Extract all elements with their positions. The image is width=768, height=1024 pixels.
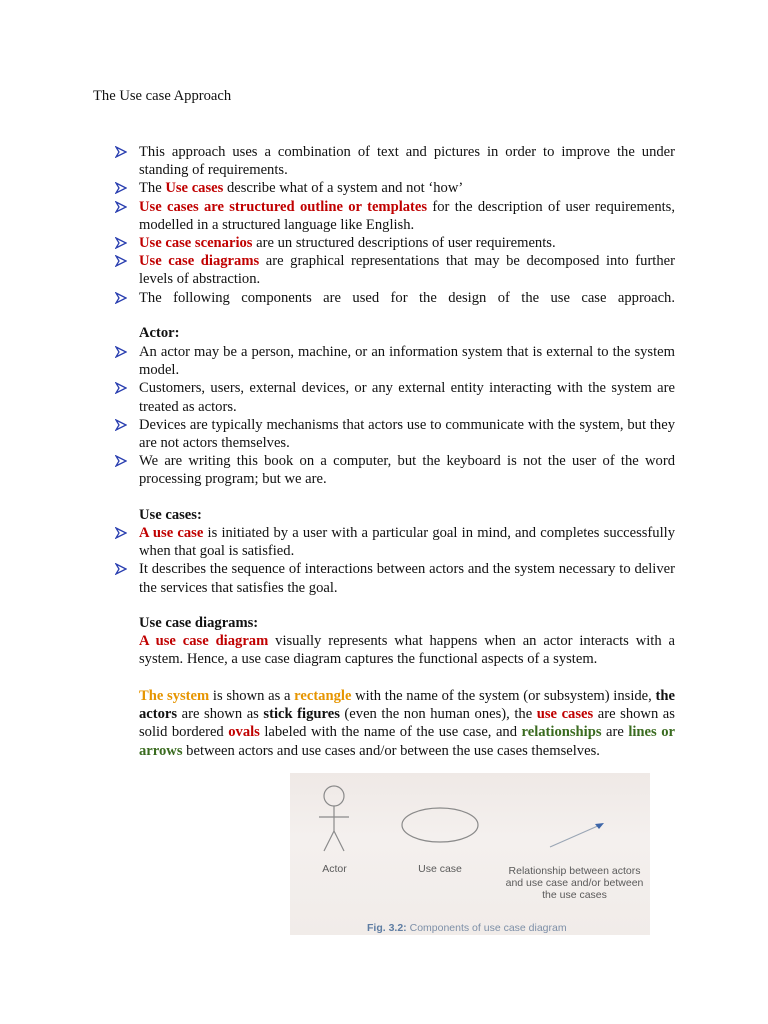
system-paragraph: The system is shown as a rectangle with the name of the system (or subsystem) inside, the actors are shown as stick figures (even the non human ones), the use cases are shown as solid bordered ovals labeled with the name of the use case, and relationships are lines or arrows between actors and use cases and/or between the use cases themselves. — [139, 688, 675, 759]
arrow-bullet-icon — [115, 346, 127, 358]
arrow-bullet-icon — [115, 146, 127, 158]
arrow-bullet-icon — [115, 419, 127, 431]
arrow-bullet-icon — [115, 563, 127, 575]
arrow-bullet-icon — [115, 527, 127, 539]
list-item: The Use cases describe what of a system and not ‘how’ — [115, 179, 675, 197]
relationship-arrow-icon — [550, 823, 604, 847]
list-item: This approach uses a combination of text and pictures in order to improve the under standing of requirements. — [115, 143, 675, 179]
use-case-oval-icon — [402, 808, 478, 842]
use-case-label: Use case — [418, 863, 462, 875]
figure-drawing — [290, 773, 650, 935]
list-item: A use case is initiated by a user with a particular goal in mind, and completes successfully when that goal is satisfied. — [115, 524, 675, 560]
usecases-heading: Use cases: — [139, 507, 202, 523]
arrow-bullet-icon — [115, 292, 127, 304]
list-item: The following components are used for the design of the use case approach. — [115, 289, 675, 307]
arrow-bullet-icon — [115, 255, 127, 267]
list-item: Use case diagrams are graphical representations that may be decomposed into further levels of abstraction. — [115, 252, 675, 288]
actor-stick-figure-icon — [319, 786, 349, 851]
use-case-components-figure — [290, 773, 650, 935]
intro-list — [115, 143, 675, 307]
list-item: Devices are typically mechanisms that actors use to communicate with the system, but they are not actors themselves. — [115, 416, 675, 452]
list-item: Use cases are structured outline or templates for the description of user requirements, modelled in a structured language like English. — [115, 198, 675, 234]
diagrams-heading: Use case diagrams: — [139, 615, 259, 631]
relationship-label: Relationship between actors and use case and/or between the use cases — [505, 865, 644, 901]
arrow-bullet-icon — [115, 201, 127, 213]
list-item: It describes the sequence of interactions between actors and the system necessary to deliver the services that satisfies the goal. — [115, 560, 675, 596]
document-title: The Use case Approach — [93, 88, 232, 104]
usecase-list — [115, 524, 675, 597]
list-item: Customers, users, external devices, or any external entity interacting with the system are treated as actors. — [115, 379, 675, 415]
actor-label: Actor — [322, 863, 347, 875]
arrow-bullet-icon — [115, 382, 127, 394]
list-item: We are writing this book on a computer, but the keyboard is not the user of the word processing program; but we are. — [115, 452, 675, 488]
figure-caption: Fig. 3.2: Components of use case diagram — [367, 922, 567, 934]
arrow-bullet-icon — [115, 455, 127, 467]
diagrams-paragraph: A use case diagram visually represents what happens when an actor interacts with a system. Hence, a use case diagram captures the functional aspects of a system. — [139, 633, 675, 668]
list-item: Use case scenarios are un structured descriptions of user requirements. — [115, 234, 675, 252]
list-item: An actor may be a person, machine, or an information system that is external to the system model. — [115, 343, 675, 379]
arrow-bullet-icon — [115, 182, 127, 194]
actor-heading: Actor: — [139, 325, 180, 341]
arrow-bullet-icon — [115, 237, 127, 249]
actor-list — [115, 343, 675, 489]
